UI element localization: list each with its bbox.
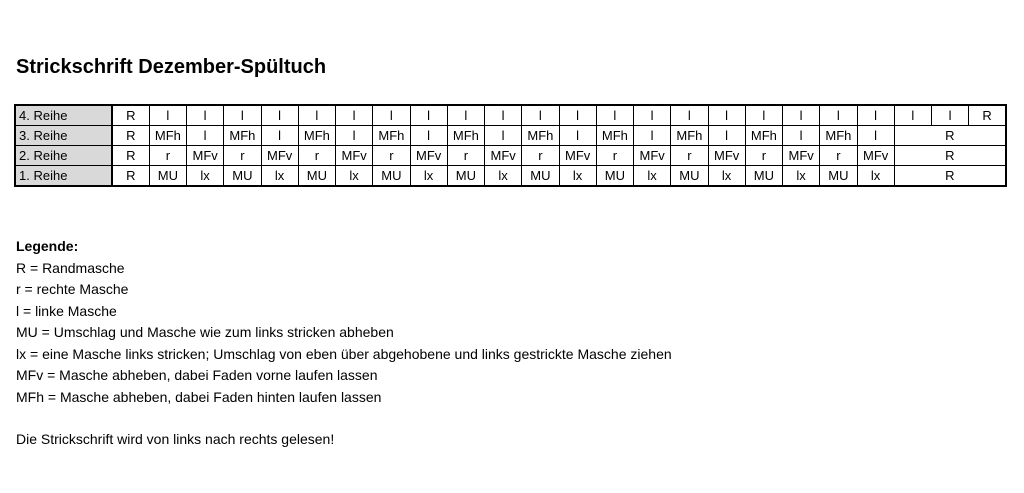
stitch-cell: MFv xyxy=(410,146,447,166)
stitch-cell: lx xyxy=(783,166,820,187)
legend-item: MFh = Masche abheben, dabei Faden hinten laufen lassen xyxy=(16,388,382,405)
stitch-cell: MU xyxy=(820,166,857,187)
stitch-cell: l xyxy=(559,126,596,146)
row-label: 4. Reihe xyxy=(15,105,112,126)
stitch-cell: r xyxy=(447,146,484,166)
stitch-cell: l xyxy=(261,126,298,146)
legend-title: Legende: xyxy=(16,238,79,254)
stitch-cell: MFv xyxy=(187,146,224,166)
stitch-cell: l xyxy=(857,105,894,126)
stitch-cell: l xyxy=(447,105,484,126)
stitch-cell: l xyxy=(410,105,447,126)
stitch-cell: R xyxy=(894,126,1006,146)
stitch-cell: l xyxy=(187,126,224,146)
stitch-cell: MFh xyxy=(671,126,708,146)
stitch-cell: MFh xyxy=(745,126,782,146)
stitch-cell: lx xyxy=(336,166,373,187)
stitch-cell: l xyxy=(298,105,335,126)
stitch-cell: l xyxy=(932,105,969,126)
stitch-cell: r xyxy=(224,146,261,166)
stitch-cell: l xyxy=(634,105,671,126)
stitch-cell: l xyxy=(857,126,894,146)
stitch-cell: MU xyxy=(447,166,484,187)
page-title: Strickschrift Dezember-Spültuch xyxy=(16,56,327,78)
chart-row xyxy=(15,166,1006,187)
stitch-cell: r xyxy=(671,146,708,166)
stitch-cell: MU xyxy=(671,166,708,187)
row-label: 3. Reihe xyxy=(15,126,112,146)
stitch-cell: MU xyxy=(522,166,559,187)
stitch-cell: r xyxy=(596,146,633,166)
stitch-cell: l xyxy=(522,105,559,126)
stitch-cell: r xyxy=(298,146,335,166)
stitch-cell: MU xyxy=(373,166,410,187)
stitch-cell: MU xyxy=(149,166,186,187)
legend-item: l = linke Masche xyxy=(16,302,117,319)
knitting-chart-table xyxy=(14,104,1007,187)
legend-item: R = Randmasche xyxy=(16,259,125,276)
stitch-cell: lx xyxy=(485,166,522,187)
stitch-cell: l xyxy=(149,105,186,126)
stitch-cell: l xyxy=(224,105,261,126)
stitch-cell: R xyxy=(894,166,1006,187)
stitch-cell: l xyxy=(485,105,522,126)
chart-row xyxy=(15,146,1006,166)
stitch-cell: l xyxy=(410,126,447,146)
stitch-cell: l xyxy=(894,105,931,126)
stitch-cell: l xyxy=(671,105,708,126)
stitch-cell: l xyxy=(559,105,596,126)
stitch-cell: MFh xyxy=(522,126,559,146)
stitch-cell: MFv xyxy=(634,146,671,166)
stitch-cell: r xyxy=(373,146,410,166)
stitch-cell: MFv xyxy=(485,146,522,166)
row-label: 1. Reihe xyxy=(15,166,112,187)
stitch-cell: l xyxy=(708,105,745,126)
stitch-cell: lx xyxy=(857,166,894,187)
stitch-cell: R xyxy=(112,166,149,187)
stitch-cell: R xyxy=(112,146,149,166)
stitch-cell: R xyxy=(112,105,149,126)
stitch-cell: MFh xyxy=(596,126,633,146)
stitch-cell: r xyxy=(745,146,782,166)
legend xyxy=(16,236,672,451)
stitch-cell: MFv xyxy=(261,146,298,166)
stitch-cell: l xyxy=(187,105,224,126)
stitch-cell: l xyxy=(820,105,857,126)
stitch-cell: l xyxy=(336,126,373,146)
stitch-cell: MFh xyxy=(149,126,186,146)
stitch-cell: MFh xyxy=(298,126,335,146)
knitting-chart-body xyxy=(15,105,1006,186)
chart-row xyxy=(15,105,1006,126)
chart-row xyxy=(15,126,1006,146)
stitch-cell: l xyxy=(261,105,298,126)
reading-direction-note: Die Strickschrift wird von links nach rechts gelesen! xyxy=(16,431,335,447)
stitch-cell: MFh xyxy=(373,126,410,146)
stitch-cell: MFh xyxy=(447,126,484,146)
stitch-cell: R xyxy=(894,146,1006,166)
stitch-cell: lx xyxy=(708,166,745,187)
stitch-cell: MU xyxy=(596,166,633,187)
stitch-cell: R xyxy=(112,126,149,146)
stitch-cell: r xyxy=(820,146,857,166)
stitch-cell: MFh xyxy=(224,126,261,146)
legend-item: MFv = Masche abheben, dabei Faden vorne laufen lassen xyxy=(16,367,378,383)
stitch-cell: MFv xyxy=(559,146,596,166)
stitch-cell: MU xyxy=(298,166,335,187)
stitch-cell: l xyxy=(708,126,745,146)
legend-item: lx = eine Masche links stricken; Umschlag von eben über abgehobene und links gestrickte Masche ziehen xyxy=(16,345,672,362)
stitch-cell: l xyxy=(373,105,410,126)
stitch-cell: l xyxy=(485,126,522,146)
stitch-cell: lx xyxy=(187,166,224,187)
stitch-cell: lx xyxy=(410,166,447,187)
stitch-cell: l xyxy=(596,105,633,126)
legend-item: MU = Umschlag und Masche wie zum links stricken abheben xyxy=(16,324,394,340)
stitch-cell: MU xyxy=(745,166,782,187)
stitch-cell: R xyxy=(969,105,1006,126)
row-label: 2. Reihe xyxy=(15,146,112,166)
stitch-cell: MFv xyxy=(708,146,745,166)
stitch-cell: l xyxy=(745,105,782,126)
legend-items xyxy=(16,258,672,409)
stitch-cell: l xyxy=(634,126,671,146)
stitch-cell: MU xyxy=(224,166,261,187)
stitch-cell: lx xyxy=(634,166,671,187)
legend-item: r = rechte Masche xyxy=(16,281,129,297)
stitch-cell: MFv xyxy=(336,146,373,166)
stitch-cell: r xyxy=(149,146,186,166)
stitch-cell: MFv xyxy=(783,146,820,166)
stitch-cell: lx xyxy=(559,166,596,187)
stitch-cell: MFh xyxy=(820,126,857,146)
stitch-cell: MFv xyxy=(857,146,894,166)
stitch-cell: l xyxy=(336,105,373,126)
stitch-cell: r xyxy=(522,146,559,166)
stitch-cell: l xyxy=(783,105,820,126)
stitch-cell: lx xyxy=(261,166,298,187)
stitch-cell: l xyxy=(783,126,820,146)
